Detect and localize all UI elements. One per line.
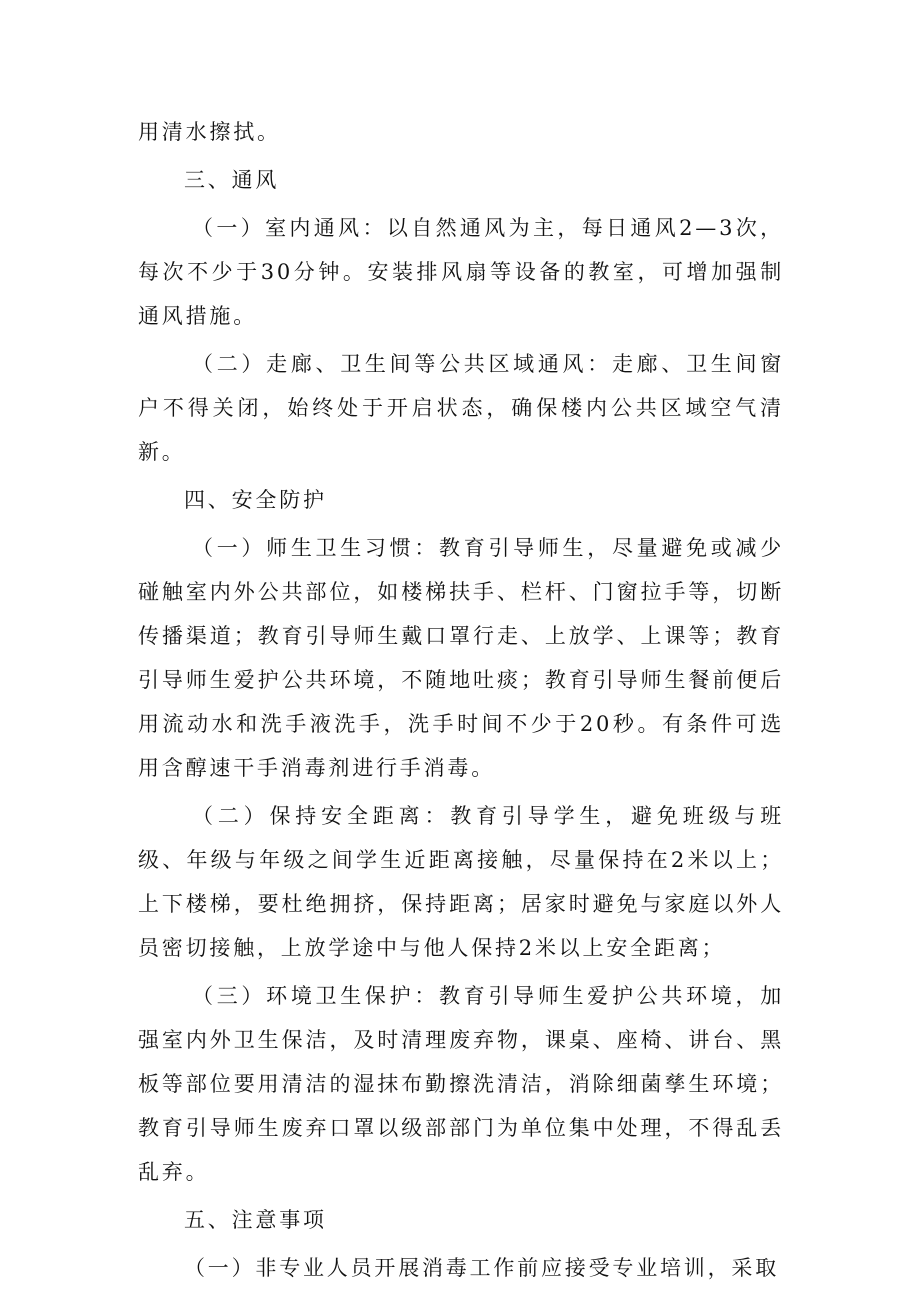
section-heading-ventilation: 三、通风	[184, 168, 280, 192]
paragraph-hygiene-habits: （一）师生卫生习惯：教育引导师生，尽量避免或减少碰触室内外公共部位，如楼梯扶手、栏杆、门窗拉手等，切断传播渠道；教育引导师生戴口罩行走、上放学、上课等；教育引导师生爱护公共环境，不随地吐痰；教育引导师生餐前便后用流动水和洗手液洗手，洗手时间不少于20秒。有条件可选用含醇速干手消毒剂进行手消毒。	[138, 536, 784, 780]
document-body	[138, 110, 784, 1290]
paragraph-indoor-ventilation: （一）室内通风：以自然通风为主，每日通风2—3次，每次不少于30分钟。安装排风扇等设备的教室，可增加强制通风措施。	[138, 216, 784, 328]
section-heading-safety-protection: 四、安全防护	[184, 488, 327, 512]
paragraph-safe-distance: （二）保持安全距离：教育引导学生，避免班级与班级、年级与年级之间学生近距离接触，尽量保持在2米以上；上下楼梯，要杜绝拥挤，保持距离；居家时避免与家庭以外人员密切接触，上放学途中与他人保持2米以上安全距离；	[138, 804, 784, 960]
paragraph-continuation: 用清水擦拭。	[138, 120, 281, 144]
paragraph-environment-hygiene: （三）环境卫生保护：教育引导师生爱护公共环境，加强室内外卫生保洁，及时清理废弃物，课桌、座椅、讲台、黑板等部位要用清洁的湿抹布勤擦洗清洁，消除细菌孳生环境；教育引导师生废弃口罩以级部部门为单位集中处理，不得乱丢乱弃。	[138, 984, 784, 1184]
paragraph-public-area-ventilation: （二）走廊、卫生间等公共区域通风：走廊、卫生间窗户不得关闭，始终处于开启状态，确保楼内公共区域空气清新。	[138, 352, 784, 464]
paragraph-training-requirement: （一）非专业人员开展消毒工作前应接受专业培训，采取	[184, 1256, 779, 1280]
section-heading-precautions: 五、注意事项	[184, 1208, 327, 1232]
